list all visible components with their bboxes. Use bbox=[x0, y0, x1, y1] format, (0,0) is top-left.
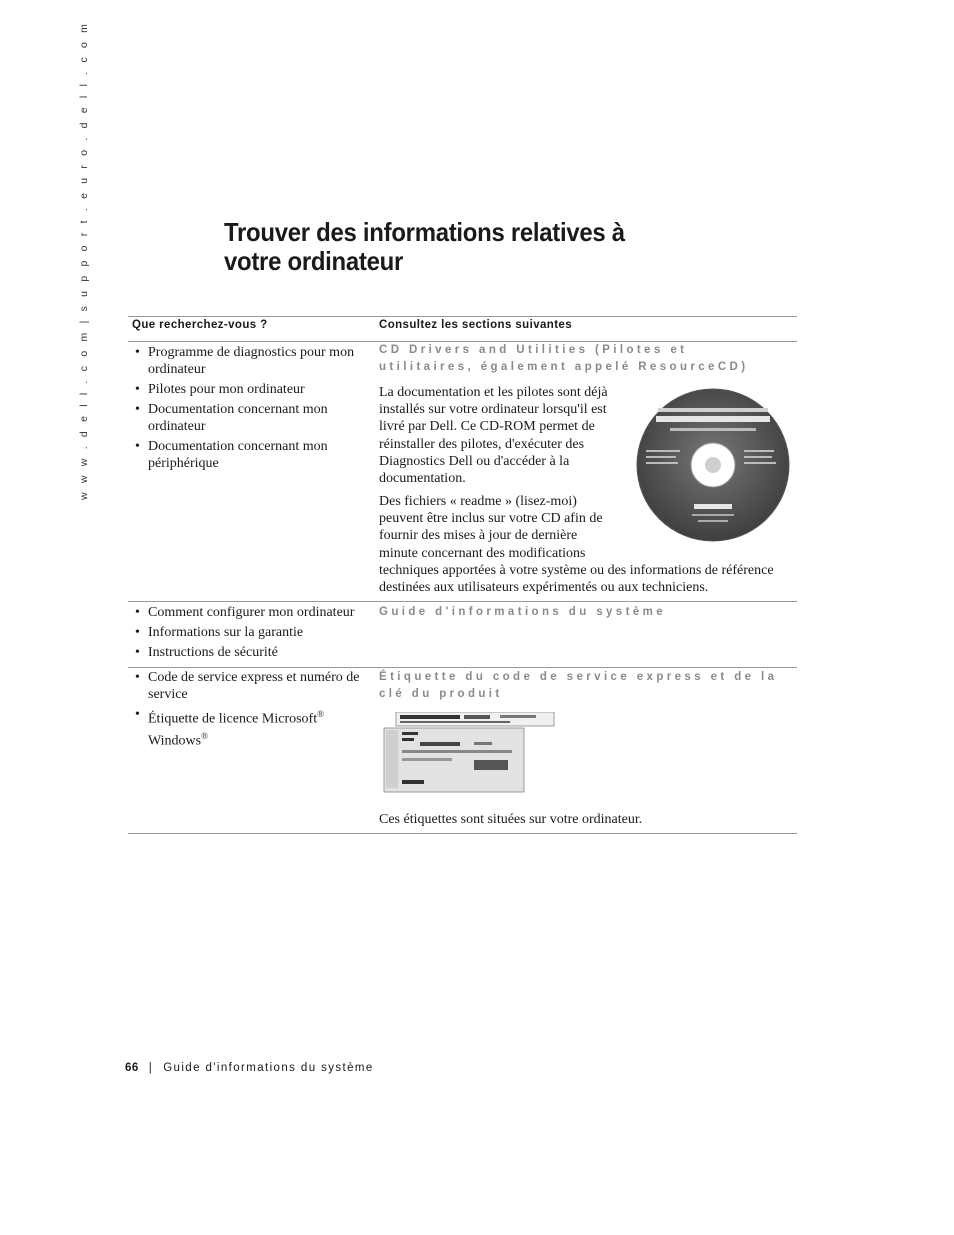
row1-list bbox=[128, 344, 368, 475]
page-title-line2: votre ordinateur bbox=[224, 246, 404, 276]
list-item: • Pilotes pour mon ordinateur bbox=[128, 381, 368, 398]
cd-disc-image bbox=[636, 388, 790, 542]
list-item-text: Étiquette de licence Microsoft bbox=[148, 711, 318, 727]
section-title-label: Étiquette du code de service express et de la clé du produit bbox=[379, 671, 778, 700]
list-item: • Instructions de sécurité bbox=[128, 644, 368, 661]
page-number: 66 bbox=[125, 1062, 139, 1074]
footer-separator: | bbox=[148, 1062, 154, 1074]
row2-rule bbox=[128, 667, 797, 668]
list-item: • Informations sur la garantie bbox=[128, 624, 368, 641]
table-top-rule bbox=[128, 316, 797, 317]
section-title-guide: Guide d'informations du système bbox=[379, 606, 667, 618]
list-item: • Documentation concernant mon ordinateur bbox=[128, 401, 368, 435]
list-item: • Code de service express et numéro de service bbox=[128, 669, 368, 703]
page-title bbox=[224, 218, 739, 276]
page-footer bbox=[125, 1062, 374, 1074]
label-paragraph: Ces étiquettes sont situées sur votre ordinateur. bbox=[379, 812, 643, 827]
row3-list bbox=[128, 669, 368, 752]
table-bottom-rule bbox=[128, 833, 797, 834]
service-tag-label-image bbox=[382, 712, 556, 794]
list-item-text: Windows bbox=[148, 733, 202, 749]
registered-mark: ® bbox=[317, 709, 324, 719]
cd-paragraph-2-text: Des fichiers « readme » (lisez-moi) peuvent être inclus sur votre CD afin de fournir des mises à jour de dernière minute concernant des modifications techniques apportées à votre système ou des informations de référence destinées aux utilisateurs expérimentés ou aux techniciens. bbox=[379, 494, 774, 596]
col1-header: Que recherchez-vous ? bbox=[132, 319, 268, 331]
cd-paragraph-1: La documentation et les pilotes sont déjà installés sur votre ordinateur lorsqu'il est livré par Dell. Ce CD-ROM permet de réinstaller des pilotes, d'exécuter des Diagnostics Dell ou d'accéder à la documentation. bbox=[379, 385, 608, 487]
list-item bbox=[128, 706, 368, 749]
section-title-cd: CD Drivers and Utilities (Pilotes et utilitaires, également appelé ResourceCD) bbox=[379, 344, 749, 373]
col2-header: Consultez les sections suivantes bbox=[379, 319, 573, 331]
list-item: • Documentation concernant mon périphérique bbox=[128, 438, 368, 472]
list-item: • Programme de diagnostics pour mon ordinateur bbox=[128, 344, 368, 378]
list-item: • Comment configurer mon ordinateur bbox=[128, 604, 368, 621]
row2-list bbox=[128, 604, 368, 664]
page-title-line1: Trouver des informations relatives à bbox=[224, 217, 625, 247]
sidebar-url: w w w . d e l l . c o m | s u p p o r t . e u r o . d e l l . c o m bbox=[78, 20, 90, 500]
row1-rule bbox=[128, 601, 797, 602]
footer-doc-title: Guide d'informations du système bbox=[163, 1062, 374, 1074]
registered-mark: ® bbox=[201, 730, 208, 741]
